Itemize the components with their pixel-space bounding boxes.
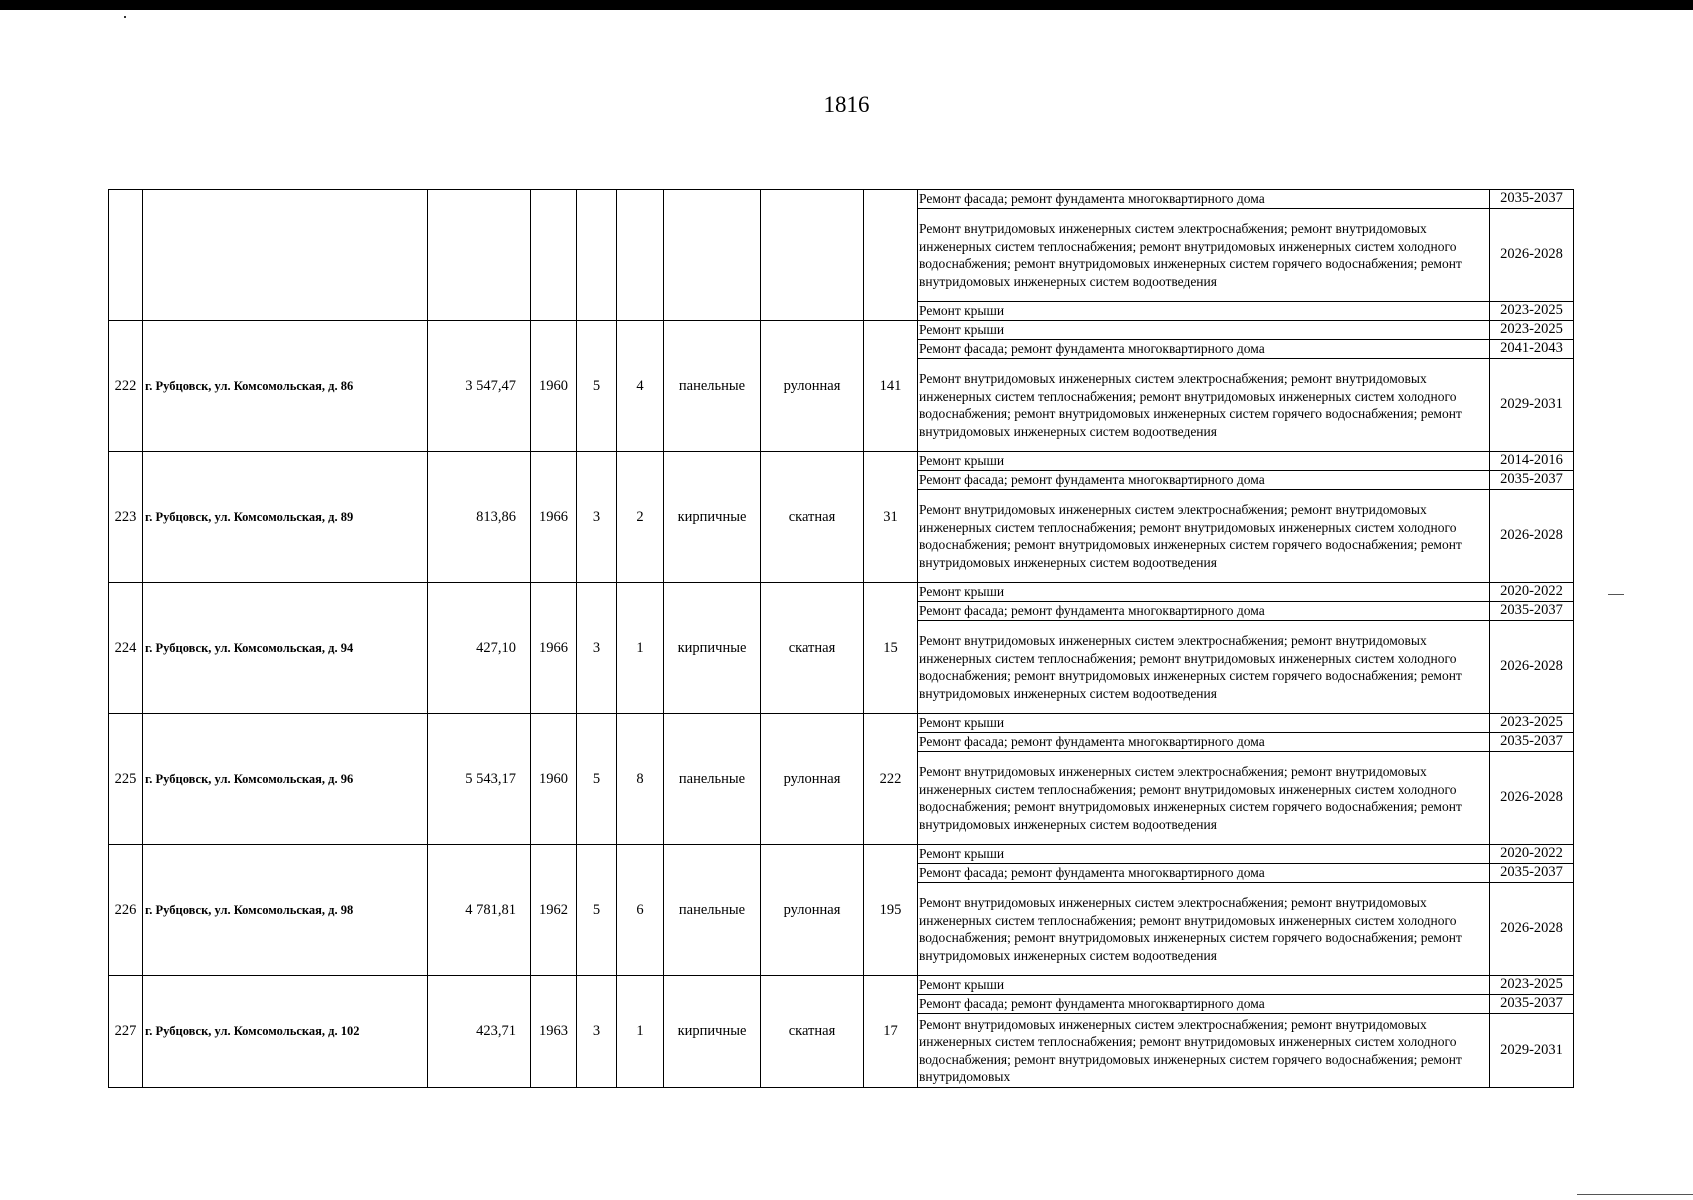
work-description: Ремонт внутридомовых инженерных систем электроснабжения; ремонт внутридомовых инженерных систем теплоснабжения; ремонт внутридомовых инженерных систем холодного водоснабжения; ремонт внутридомовых инженерных систем горячего водоснабжения; ремонт внутридомовых инженерных систем водоотведения xyxy=(918,621,1490,714)
cell-num: 224 xyxy=(109,583,143,714)
cell-entrances: 4 xyxy=(617,321,664,452)
scan-speck xyxy=(124,16,126,18)
work-period: 2026-2028 xyxy=(1490,621,1574,714)
cell-floors: 5 xyxy=(577,714,617,845)
work-period: 2026-2028 xyxy=(1490,209,1574,302)
work-row xyxy=(918,490,1574,583)
work-description: Ремонт фасада; ремонт фундамента многоквартирного дома xyxy=(918,995,1490,1014)
work-description: Ремонт крыши xyxy=(918,583,1490,602)
cell-entrances: 8 xyxy=(617,714,664,845)
cell-address: г. Рубцовск, ул. Комсомольская, д. 96 xyxy=(143,714,428,845)
cell-floors: 3 xyxy=(577,452,617,583)
cell-walls: панельные xyxy=(664,845,761,976)
work-period: 2026-2028 xyxy=(1490,752,1574,845)
cell-residents: 222 xyxy=(864,714,918,845)
cell-num: 226 xyxy=(109,845,143,976)
work-row xyxy=(918,864,1574,883)
work-description: Ремонт крыши xyxy=(918,714,1490,733)
cell-address: г. Рубцовск, ул. Комсомольская, д. 94 xyxy=(143,583,428,714)
work-row xyxy=(918,752,1574,845)
cell-year xyxy=(531,190,577,321)
house-row xyxy=(109,976,918,1088)
cell-area xyxy=(428,190,531,321)
work-row xyxy=(918,602,1574,621)
work-description: Ремонт крыши xyxy=(918,321,1490,340)
works-schedule-table xyxy=(917,189,1574,1088)
work-description: Ремонт внутридомовых инженерных систем электроснабжения; ремонт внутридомовых инженерных систем теплоснабжения; ремонт внутридомовых инженерных систем холодного водоснабжения; ремонт внутридомовых инженерных систем горячего водоснабжения; ремонт внутридомовых инженерных систем водоотведения xyxy=(918,209,1490,302)
cell-walls: панельные xyxy=(664,714,761,845)
cell-entrances: 6 xyxy=(617,845,664,976)
cell-walls: кирпичные xyxy=(664,976,761,1088)
cell-roof: скатная xyxy=(761,976,864,1088)
cell-area: 423,71 xyxy=(428,976,531,1088)
work-period: 2041-2043 xyxy=(1490,340,1574,359)
cell-floors: 5 xyxy=(577,321,617,452)
cell-year: 1960 xyxy=(531,714,577,845)
cell-year: 1966 xyxy=(531,583,577,714)
cell-num: 227 xyxy=(109,976,143,1088)
work-period: 2029-2031 xyxy=(1490,359,1574,452)
work-description: Ремонт крыши xyxy=(918,302,1490,321)
cell-year: 1966 xyxy=(531,452,577,583)
cell-walls xyxy=(664,190,761,321)
work-description: Ремонт фасада; ремонт фундамента многоквартирного дома xyxy=(918,733,1490,752)
scan-edge-mark xyxy=(1608,594,1624,595)
cell-walls: кирпичные xyxy=(664,452,761,583)
work-row xyxy=(918,209,1574,302)
work-period: 2035-2037 xyxy=(1490,995,1574,1014)
page-number: 1816 xyxy=(823,92,870,117)
cell-address: г. Рубцовск, ул. Комсомольская, д. 89 xyxy=(143,452,428,583)
house-row xyxy=(109,714,918,845)
work-row xyxy=(918,714,1574,733)
scan-edge-mark xyxy=(1577,1194,1693,1195)
cell-num: 223 xyxy=(109,452,143,583)
cell-residents: 141 xyxy=(864,321,918,452)
cell-address: г. Рубцовск, ул. Комсомольская, д. 102 xyxy=(143,976,428,1088)
work-period: 2023-2025 xyxy=(1490,976,1574,995)
cell-roof xyxy=(761,190,864,321)
work-period: 2020-2022 xyxy=(1490,845,1574,864)
work-description: Ремонт фасада; ремонт фундамента многоквартирного дома xyxy=(918,471,1490,490)
work-row xyxy=(918,190,1574,209)
work-description: Ремонт внутридомовых инженерных систем электроснабжения; ремонт внутридомовых инженерных систем теплоснабжения; ремонт внутридомовых инженерных систем холодного водоснабжения; ремонт внутридомовых инженерных систем горячего водоснабжения; ремонт внутридомовых инженерных систем водоотведения xyxy=(918,490,1490,583)
continuation-row xyxy=(109,190,918,321)
work-description: Ремонт фасада; ремонт фундамента многоквартирного дома xyxy=(918,864,1490,883)
cell-year: 1960 xyxy=(531,321,577,452)
work-row xyxy=(918,1014,1574,1088)
house-row xyxy=(109,452,918,583)
work-row xyxy=(918,883,1574,976)
cell-address: г. Рубцовск, ул. Комсомольская, д. 98 xyxy=(143,845,428,976)
house-register-table xyxy=(108,189,918,1088)
cell-address: г. Рубцовск, ул. Комсомольская, д. 86 xyxy=(143,321,428,452)
work-period: 2026-2028 xyxy=(1490,883,1574,976)
work-description: Ремонт внутридомовых инженерных систем электроснабжения; ремонт внутридомовых инженерных систем теплоснабжения; ремонт внутридомовых инженерных систем холодного водоснабжения; ремонт внутридомовых инженерных систем горячего водоснабжения; ремонт внутридомовых инженерных систем водоотведения xyxy=(918,752,1490,845)
work-description: Ремонт фасада; ремонт фундамента многоквартирного дома xyxy=(918,602,1490,621)
cell-roof: рулонная xyxy=(761,845,864,976)
work-row xyxy=(918,976,1574,995)
cell-area: 813,86 xyxy=(428,452,531,583)
work-period: 2023-2025 xyxy=(1490,321,1574,340)
cell-roof: рулонная xyxy=(761,714,864,845)
work-period: 2035-2037 xyxy=(1490,733,1574,752)
cell-floors: 3 xyxy=(577,976,617,1088)
cell-entrances xyxy=(617,190,664,321)
work-description: Ремонт внутридомовых инженерных систем электроснабжения; ремонт внутридомовых инженерных систем теплоснабжения; ремонт внутридомовых инженерных систем холодного водоснабжения; ремонт внутридомовых инженерных систем горячего водоснабжения; ремонт внутридомовых инженерных систем водоотведения xyxy=(918,359,1490,452)
cell-walls: панельные xyxy=(664,321,761,452)
work-period: 2035-2037 xyxy=(1490,190,1574,209)
cell-residents: 15 xyxy=(864,583,918,714)
work-row xyxy=(918,583,1574,602)
cell-area: 5 543,17 xyxy=(428,714,531,845)
work-row xyxy=(918,733,1574,752)
cell-roof: скатная xyxy=(761,583,864,714)
cell-roof: рулонная xyxy=(761,321,864,452)
work-period: 2035-2037 xyxy=(1490,602,1574,621)
work-row xyxy=(918,302,1574,321)
work-row xyxy=(918,321,1574,340)
cell-entrances: 1 xyxy=(617,583,664,714)
work-period: 2023-2025 xyxy=(1490,302,1574,321)
house-row xyxy=(109,321,918,452)
cell-entrances: 1 xyxy=(617,976,664,1088)
work-description: Ремонт крыши xyxy=(918,976,1490,995)
work-description: Ремонт внутридомовых инженерных систем электроснабжения; ремонт внутридомовых инженерных систем теплоснабжения; ремонт внутридомовых инженерных систем холодного водоснабжения; ремонт внутридомовых инженерных систем горячего водоснабжения; ремонт внутридомовых инженерных систем водоотведения xyxy=(918,883,1490,976)
work-row xyxy=(918,452,1574,471)
cell-num xyxy=(109,190,143,321)
cell-residents: 31 xyxy=(864,452,918,583)
work-row xyxy=(918,995,1574,1014)
cell-num: 225 xyxy=(109,714,143,845)
work-period: 2023-2025 xyxy=(1490,714,1574,733)
cell-entrances: 2 xyxy=(617,452,664,583)
work-description: Ремонт крыши xyxy=(918,452,1490,471)
work-row xyxy=(918,340,1574,359)
cell-area: 3 547,47 xyxy=(428,321,531,452)
work-row xyxy=(918,471,1574,490)
work-period: 2029-2031 xyxy=(1490,1014,1574,1088)
work-period: 2035-2037 xyxy=(1490,864,1574,883)
cell-walls: кирпичные xyxy=(664,583,761,714)
work-row xyxy=(918,359,1574,452)
work-description: Ремонт фасада; ремонт фундамента многоквартирного дома xyxy=(918,190,1490,209)
house-row xyxy=(109,583,918,714)
work-period: 2014-2016 xyxy=(1490,452,1574,471)
work-period: 2035-2037 xyxy=(1490,471,1574,490)
work-period: 2020-2022 xyxy=(1490,583,1574,602)
cell-address xyxy=(143,190,428,321)
work-row xyxy=(918,845,1574,864)
top-scan-border xyxy=(0,0,1693,10)
cell-area: 4 781,81 xyxy=(428,845,531,976)
cell-year: 1962 xyxy=(531,845,577,976)
work-row xyxy=(918,621,1574,714)
cell-residents: 195 xyxy=(864,845,918,976)
work-description: Ремонт фасада; ремонт фундамента многоквартирного дома xyxy=(918,340,1490,359)
house-row xyxy=(109,845,918,976)
cell-area: 427,10 xyxy=(428,583,531,714)
cell-floors xyxy=(577,190,617,321)
cell-floors: 5 xyxy=(577,845,617,976)
cell-year: 1963 xyxy=(531,976,577,1088)
work-description: Ремонт внутридомовых инженерных систем электроснабжения; ремонт внутридомовых инженерных систем теплоснабжения; ремонт внутридомовых инженерных систем холодного водоснабжения; ремонт внутридомовых инженерных систем горячего водоснабжения; ремонт внутридомовых xyxy=(918,1014,1490,1088)
cell-residents xyxy=(864,190,918,321)
cell-roof: скатная xyxy=(761,452,864,583)
cell-num: 222 xyxy=(109,321,143,452)
cell-residents: 17 xyxy=(864,976,918,1088)
work-description: Ремонт крыши xyxy=(918,845,1490,864)
cell-floors: 3 xyxy=(577,583,617,714)
work-period: 2026-2028 xyxy=(1490,490,1574,583)
